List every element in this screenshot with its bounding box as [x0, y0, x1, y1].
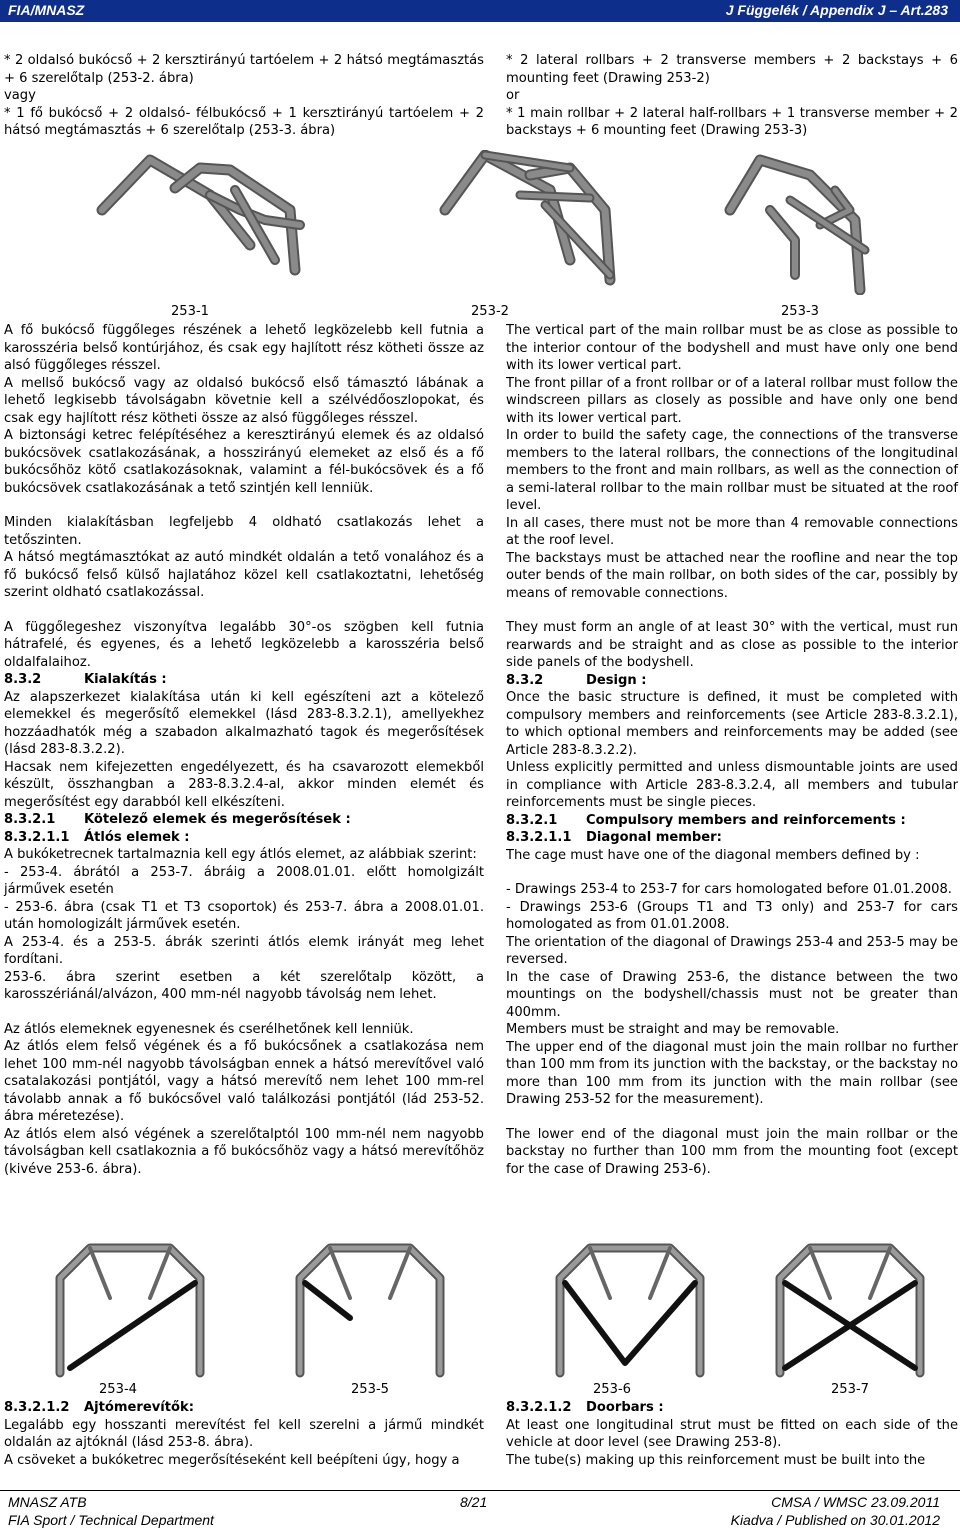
figure-label-253-7: 253-7 [830, 1382, 870, 1397]
en-s1-p5: The backstays must be attached near the roofline and near the top outer bends of the main rollbar, on both sides of the car, possibly by means of removable connections. [506, 550, 958, 601]
footer-left-2: FIA Sport / Technical Department [8, 1512, 214, 1528]
drawing-253-5 [300, 1248, 440, 1373]
hu-s3-p3: Hacsak nem kifejezetten engedélyezett, és ha csavarozott elemekből készült, összhangban a 283-8.3.2.4-al, akkor minden elemét és megerősítést egy darabból kell elkészíteni. [4, 759, 484, 810]
drawing-253-3 [730, 160, 865, 290]
hu-s1-p2: A mellső bukócső vagy az oldalsó bukócső első támasztó lábának a lehető legkisebb távolságabn követnie kell a szélvédőoszlopokat, és csak egy hajlított rész kötheti össze az alsó függőleges résszel. [4, 375, 484, 426]
en-heading-compulsory: 8.3.2.1 Compulsory members and reinforcements : [506, 812, 906, 828]
header-right: J Függelék / Appendix J – Art.283 [725, 2, 948, 18]
en-s2-p3: Unless explicitly permitted and unless dismountable joints are used in compliance with Article 283-8.3.2.4, all members and tubular reinforcements must be single pieces. [506, 760, 958, 810]
hu-s4-p1: Az átlós elemeknek egyenesnek és cserélhetőnek kell lenniük. [4, 1021, 414, 1037]
intro-en-3: * 1 main rollbar + 2 lateral half-rollbars + 1 transverse member + 2 backstays + 6 mounting feet (Drawing 253-3) [506, 105, 958, 138]
en-s1-p2: The front pillar of a front rollbar or of a lateral rollbar must follow the windscreen pillars as closely as possible and have only one bend with its lower vertical part. [506, 375, 958, 426]
intro-hu-1: * 2 oldalsó bukócső + 2 kersztirányú tartóelem + 2 hátsó megtámasztás + 6 szerelőtalp (253-2. ábra) [4, 53, 484, 86]
footer-page-number: 8/21 [460, 1494, 488, 1510]
footer-rule [0, 1490, 960, 1491]
drawing-253-4 [60, 1248, 200, 1373]
en-s2-p7: The orientation of the diagonal of Drawings 253-4 and 253-5 may be reversed. [506, 934, 958, 967]
figure-label-253-6: 253-6 [592, 1382, 632, 1397]
page-header [0, 0, 960, 22]
hu-s2-p1: Minden kialakításban legfeljebb 4 oldható csatlakozás lehet a tetőszinten. [4, 515, 484, 548]
footer-right-2: Kiadva / Published on 30.01.2012 [730, 1512, 940, 1528]
hu-s3-p6: - 253-6. ábra (csak T1 et T3 csoportok) és 253-7. ábra a 2008.01.01. után homologizált járművek esetén. [4, 899, 484, 932]
rollcage-drawings-bottom [0, 1238, 960, 1380]
hu-s3-p1: A függőlegeshez viszonyítva legalább 30°-os szögben kell futnia hátrafelé, és egyenes, és a lehető legközelebb a karosszéria belső oldalfalaihoz. [4, 619, 484, 670]
en-heading-diagonal: 8.3.2.1.1 Diagonal member: [506, 830, 722, 845]
en-bottom [506, 1399, 958, 1469]
en-heading-doorbars: 8.3.2.1.2 Doorbars : [506, 1400, 664, 1415]
en-s1-p1: The vertical part of the main rollbar must be as close as possible to the interior contour of the bodyshell and must have only one bend with its lower vertical part. [506, 323, 958, 373]
figure-label-253-1: 253-1 [170, 304, 210, 319]
hu-s3-p4: A bukóketrecnek tartalmaznia kell egy átlós elemet, az alábbiak szerint: [4, 847, 477, 862]
hu-s3-p2: Az alapszerkezet kialakítása után ki kell egészíteni azt a kötelező elemekkel és megerősítő elemekkel (lásd 283-8.3.2.1), amellyekhez hozzáadhatók még a szabadon alkalmazható tagok és megerősítések (lásd 283-8.3.2.2). [4, 689, 484, 757]
hu-bottom [4, 1399, 484, 1469]
hu-s1-p1: A fő bukócső függőleges részének a lehető legközelebb kell futnia a karosszéria belső kontúrjához, és csak egy hajlított rész kötheti össze az alsó függőleges résszel. [4, 323, 484, 373]
en-s2-p8: In the case of Drawing 253-6, the distance between the two mountings on the bodyshell/chassis must not be greater than 400mm. [506, 969, 958, 1020]
hu-heading-compulsory: 8.3.2.1 Kötelező elemek és megerősítések : [4, 812, 351, 827]
hu-doorbars-p1: Legalább egy hosszanti merevítést fel kell szerelni a jármű mindkét oldalán az ajtóknál (lásd 253-8. ábra). [4, 1417, 484, 1450]
footer-left-1: MNASZ ATB [8, 1494, 87, 1510]
hu-s1-p3: A biztonsági ketrec felépítéséhez a keresztirányú elemek és az oldalsó bukócsövek csatlakozásának, a hosszirányú elemeket az első és a fő bukócsőhöz kötő csatlakozásoknak, valamint a fél-bukócsövek és a fő bukócsövek csatlakozásának a tető szintjén kell lenniük. [4, 428, 484, 496]
en-doorbars-p1: At least one longitudinal strut must be fitted on each side of the vehicle at door level (see Drawing 253-8). [506, 1417, 958, 1450]
en-s2-p9: Members must be straight and may be removable. [506, 1022, 840, 1037]
en-s2-p10: The upper end of the diagonal must join the main rollbar no further than 100 mm from its junction with the backstay, or the backstay no more than 100 mm from its junction with the main rollbar (see Drawing 253-52 for the measurement). [506, 1039, 958, 1107]
intro-en-1: * 2 lateral rollbars + 2 transverse members + 2 backstays + 6 mounting feet (Drawing 253-2) [506, 53, 958, 86]
figure-label-253-3: 253-3 [780, 304, 820, 319]
en-s1-p3: In order to build the safety cage, the connections of the transverse members to the lateral rollbars, the connections of the longitudinal members to the front and main rollbars, as well as the connection of a semi-lateral rollbar to the main rollbar must be situated at the roof level. [506, 428, 958, 513]
drawing-253-1 [102, 160, 300, 270]
intro-hu-2: vagy [4, 88, 36, 103]
en-s2-p1: They must form an angle of at least 30° with the vertical, must run rearwards and be straight and as close as possible to the interior side panels of the bodyshell. [506, 620, 958, 670]
en-column [506, 322, 958, 1178]
figure-label-253-4: 253-4 [98, 1382, 138, 1397]
drawing-253-2 [445, 155, 610, 280]
hu-doorbars-p2: A csöveket a bukóketrec megerősítéseként kell beépíteni úgy, hogy a [4, 1452, 460, 1468]
header-left: FIA/MNASZ [8, 2, 85, 18]
en-s2-p2: Once the basic structure is defined, it must be completed with compulsory members and reinforcements (see Article 283-8.3.2.1), to which optional members and reinforcements may be added (see Article 283-8.3.2.2). [506, 690, 958, 758]
hu-column [4, 322, 484, 1178]
hu-heading-diagonal: 8.3.2.1.1 Átlós elemek : [4, 829, 190, 845]
figure-label-253-5: 253-5 [350, 1382, 390, 1397]
hu-s2-p2: A hátsó megtámasztókat az autó mindkét oldalán a tető vonalához és a fő bukócső felső külső hajlatához közel kell csatlakoztatni, lehetőség szerint oldható csatlakozással. [4, 550, 484, 600]
hu-s4-p3: Az átlós elem alsó végének a szerelőtalptól 100 mm-nél nem nagyobb távolságban kell csatlakoznia a fő bukócsőhöz vagy a hátsó merevítőhöz (kivéve 253-6. ábra). [4, 1126, 484, 1177]
rollcage-drawings-top [90, 150, 890, 295]
footer-right-1: CMSA / WMSC 23.09.2011 [771, 1494, 940, 1510]
en-s2-p6: - Drawings 253-6 (Groups T1 and T3 only) and 253-7 for cars homologated as from 01.01.2008. [506, 899, 958, 932]
intro-hu-3: * 1 fő bukócső + 2 oldalsó- félbukócső + 1 kersztirányú tartóelem + 2 hátsó megtámasztás + 6 szerelőtalp (253-3. ábra) [4, 105, 484, 138]
en-doorbars-p2: The tube(s) making up this reinforcement must be built into the [506, 1452, 926, 1468]
drawing-253-7 [780, 1248, 920, 1373]
hu-heading-doorbars: 8.3.2.1.2 Ajtómerevítők: [4, 1400, 194, 1415]
en-heading-design: 8.3.2 Design : [506, 672, 647, 688]
figure-label-253-2: 253-2 [470, 304, 510, 319]
hu-s3-p5: - 253-4. ábrától a 253-7. ábráig a 2008.01.01. előtt homolgizált járművek esetén [4, 864, 484, 897]
hu-s3-p8: 253-6. ábra szerint esetben a két szerelőtalp között, a karosszériánál/alvázon, 400 mm-nél nagyobb távolság nem lehet. [4, 969, 484, 1002]
en-s1-p4: In all cases, there must not be more than 4 removable connections at the roof level. [506, 515, 958, 548]
intro-en [506, 52, 958, 140]
en-s2-p5: - Drawings 253-4 to 253-7 for cars homologated before 01.01.2008. [506, 882, 952, 897]
intro-en-2: or [506, 88, 520, 103]
hu-heading-design: 8.3.2 Kialakítás : [4, 672, 167, 687]
en-s2-p11: The lower end of the diagonal must join the main rollbar or the backstay no further than 100 mm from the mounting foot (except for the case of Drawing 253-6). [506, 1126, 958, 1177]
en-s2-p4: The cage must have one of the diagonal members defined by : [506, 847, 920, 863]
drawing-253-6 [560, 1248, 700, 1373]
hu-s4-p2: Az átlós elem felső végének és a fő bukócsőnek a csatlakozása nem lehet 100 mm-nél nagyobb távolságban ennek a hátsó merevítővel való csatalakozási pontjától, vagy a hátsó merevítő nem lehet 100 mm-rel távolabb annak a fő bukócsővel való találkozási pontjától (lád 253-52. ábra méretezése). [4, 1039, 484, 1124]
intro-hu [4, 52, 484, 140]
hu-s3-p7: A 253-4. és a 253-5. ábrák szerinti átlós elemk irányát meg lehet fordítani. [4, 934, 484, 967]
